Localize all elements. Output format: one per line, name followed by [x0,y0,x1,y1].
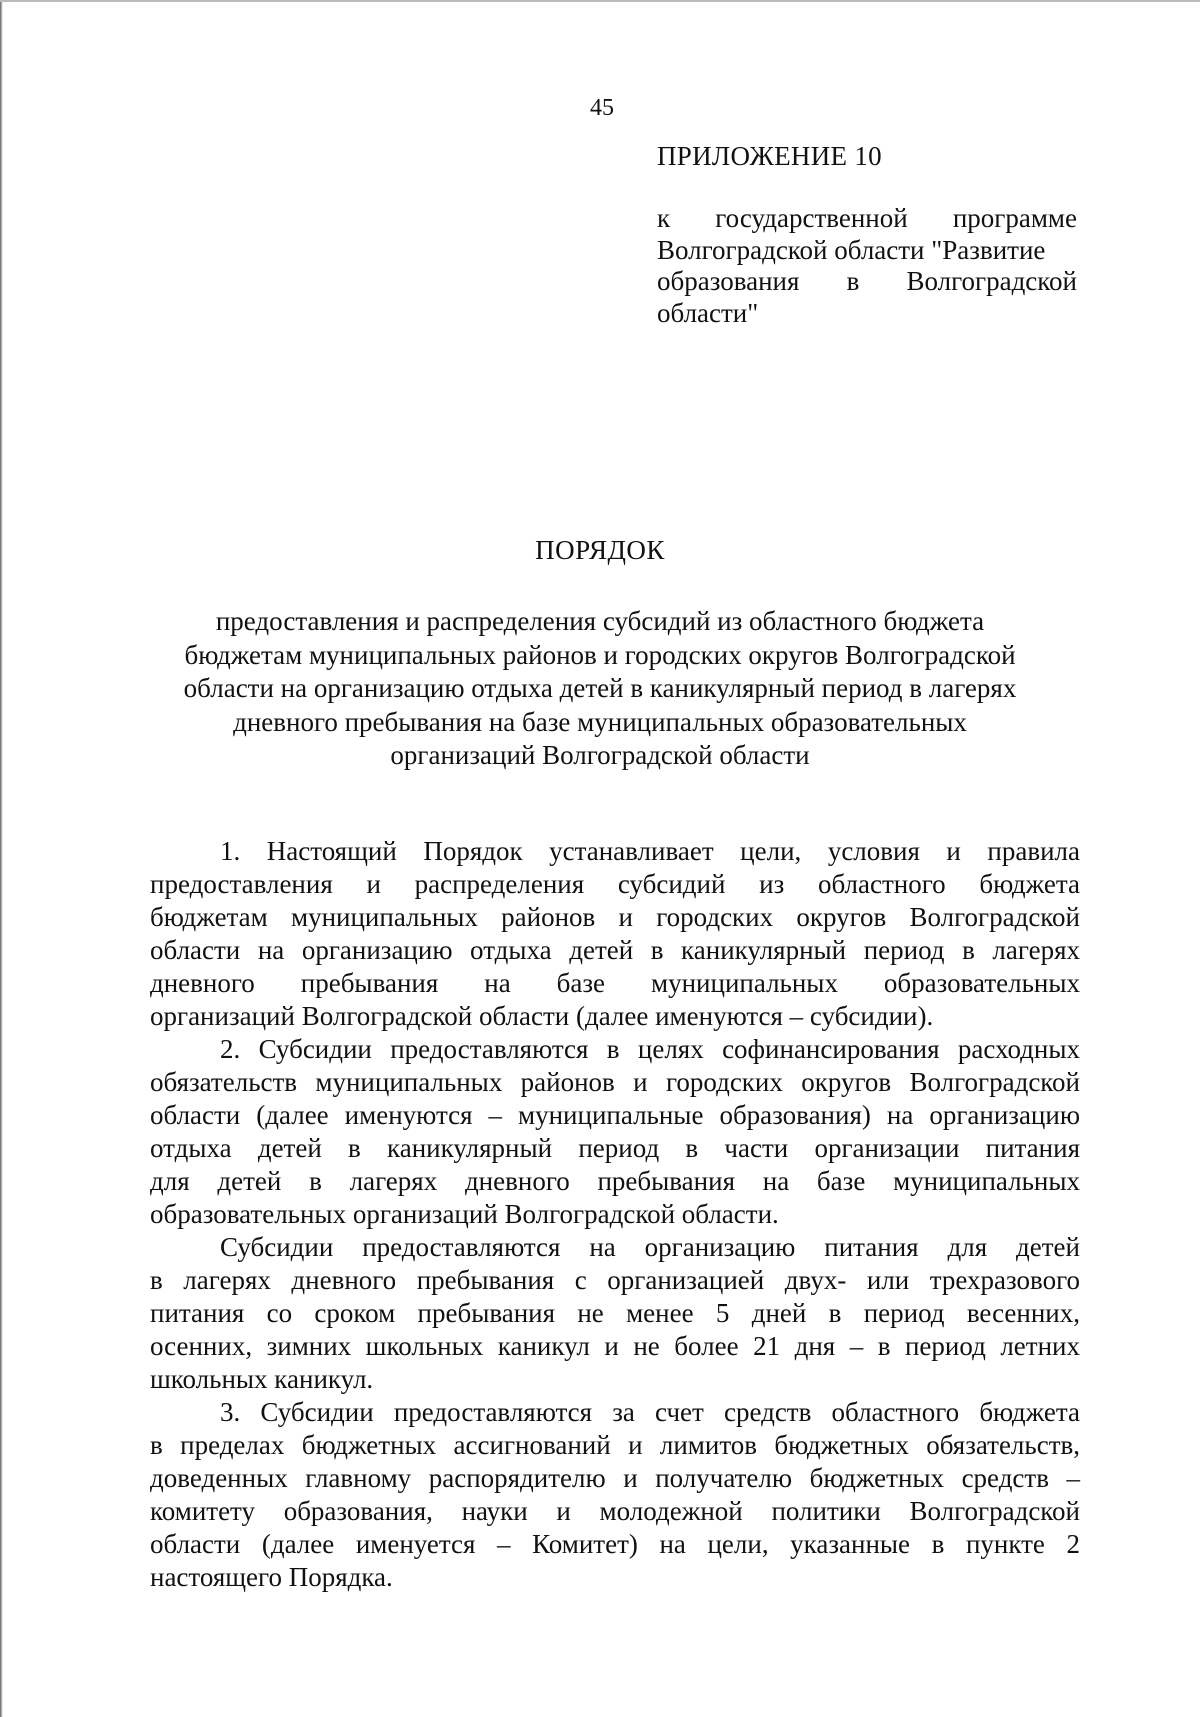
appendix-caption-line: к государственной программе [657,203,1077,233]
paragraph-line: отдыха детей в каникулярный период в части организации питания [150,1133,1080,1163]
appendix-caption-line: образования в Волгоградской [657,266,1077,296]
paragraph-line: предоставления и распределения субсидий из областного бюджета [150,869,1080,899]
paragraph-line: обязательств муниципальных районов и городских округов Волгоградской [150,1067,1080,1097]
paragraph-line: бюджетам муниципальных районов и городских округов Волгоградской [150,902,1080,932]
paragraph-line: в лагерях дневного пребывания с организацией двух- или трехразового [150,1265,1080,1295]
subtitle-line: дневного пребывания на базе муниципальных образовательных [233,706,967,737]
appendix-caption [657,203,1077,329]
appendix-title: ПРИЛОЖЕНИЕ 10 [657,141,882,171]
paragraph-line: комитету образования, науки и молодежной политики Волгоградской [150,1496,1080,1526]
scan-edge-left [0,0,3,1717]
paragraph-line: доведенных главному распорядителю и получателю бюджетных средств – [150,1463,1080,1493]
paragraph-line: для детей в лагерях дневного пребывания на базе муниципальных [150,1166,1080,1196]
paragraph-line: школьных каникул. [150,1364,374,1394]
document-subtitle [150,605,1050,773]
paragraph-line: Субсидии предоставляются на организацию питания для детей [220,1232,1080,1262]
paragraph-line: в пределах бюджетных ассигнований и лимитов бюджетных обязательств, [150,1430,1080,1460]
paragraph-line: области (далее именуется – Комитет) на цели, указанные в пункте 2 [150,1529,1080,1559]
document-body [150,835,1080,1594]
document-title: ПОРЯДОК [535,535,665,565]
paragraph-line: организаций Волгоградской области (далее именуются – субсидии). [150,1001,934,1031]
subtitle-line: бюджетам муниципальных районов и городских округов Волгоградской [184,639,1016,670]
subtitle-line: предоставления и распределения субсидий из областного бюджета [215,606,985,636]
subtitle-line: организаций Волгоградской области [390,740,810,770]
paragraph-line: области на организацию отдыха детей в каникулярный период в лагерях [150,935,1080,965]
paragraph-line: образовательных организаций Волгоградской области. [150,1199,779,1229]
paragraph-line: осенних, зимних школьных каникул и не более 21 дня – в период летних [150,1331,1080,1361]
appendix-caption-line: Волгоградской области "Развитие [657,234,1046,265]
paragraph-line: 1. Настоящий Порядок устанавливает цели, условия и правила [220,836,1080,866]
paragraph-line: дневного пребывания на базе муниципальных образовательных [150,968,1080,998]
page-number: 45 [590,95,614,121]
paragraph-line: области (далее именуются – муниципальные образования) на организацию [150,1100,1080,1130]
paragraph-line: 3. Субсидии предоставляются за счет средств областного бюджета [220,1397,1080,1427]
scan-edge-top [0,0,1200,2]
paragraph-line: питания со сроком пребывания не менее 5 дней в период весенних, [150,1298,1080,1328]
paragraph-line: 2. Субсидии предоставляются в целях софинансирования расходных [220,1034,1080,1064]
subtitle-line: области на организацию отдыха детей в каникулярный период в лагерях [183,673,1017,703]
appendix-caption-line: области" [657,297,759,328]
paragraph-line: настоящего Порядка. [150,1562,393,1592]
